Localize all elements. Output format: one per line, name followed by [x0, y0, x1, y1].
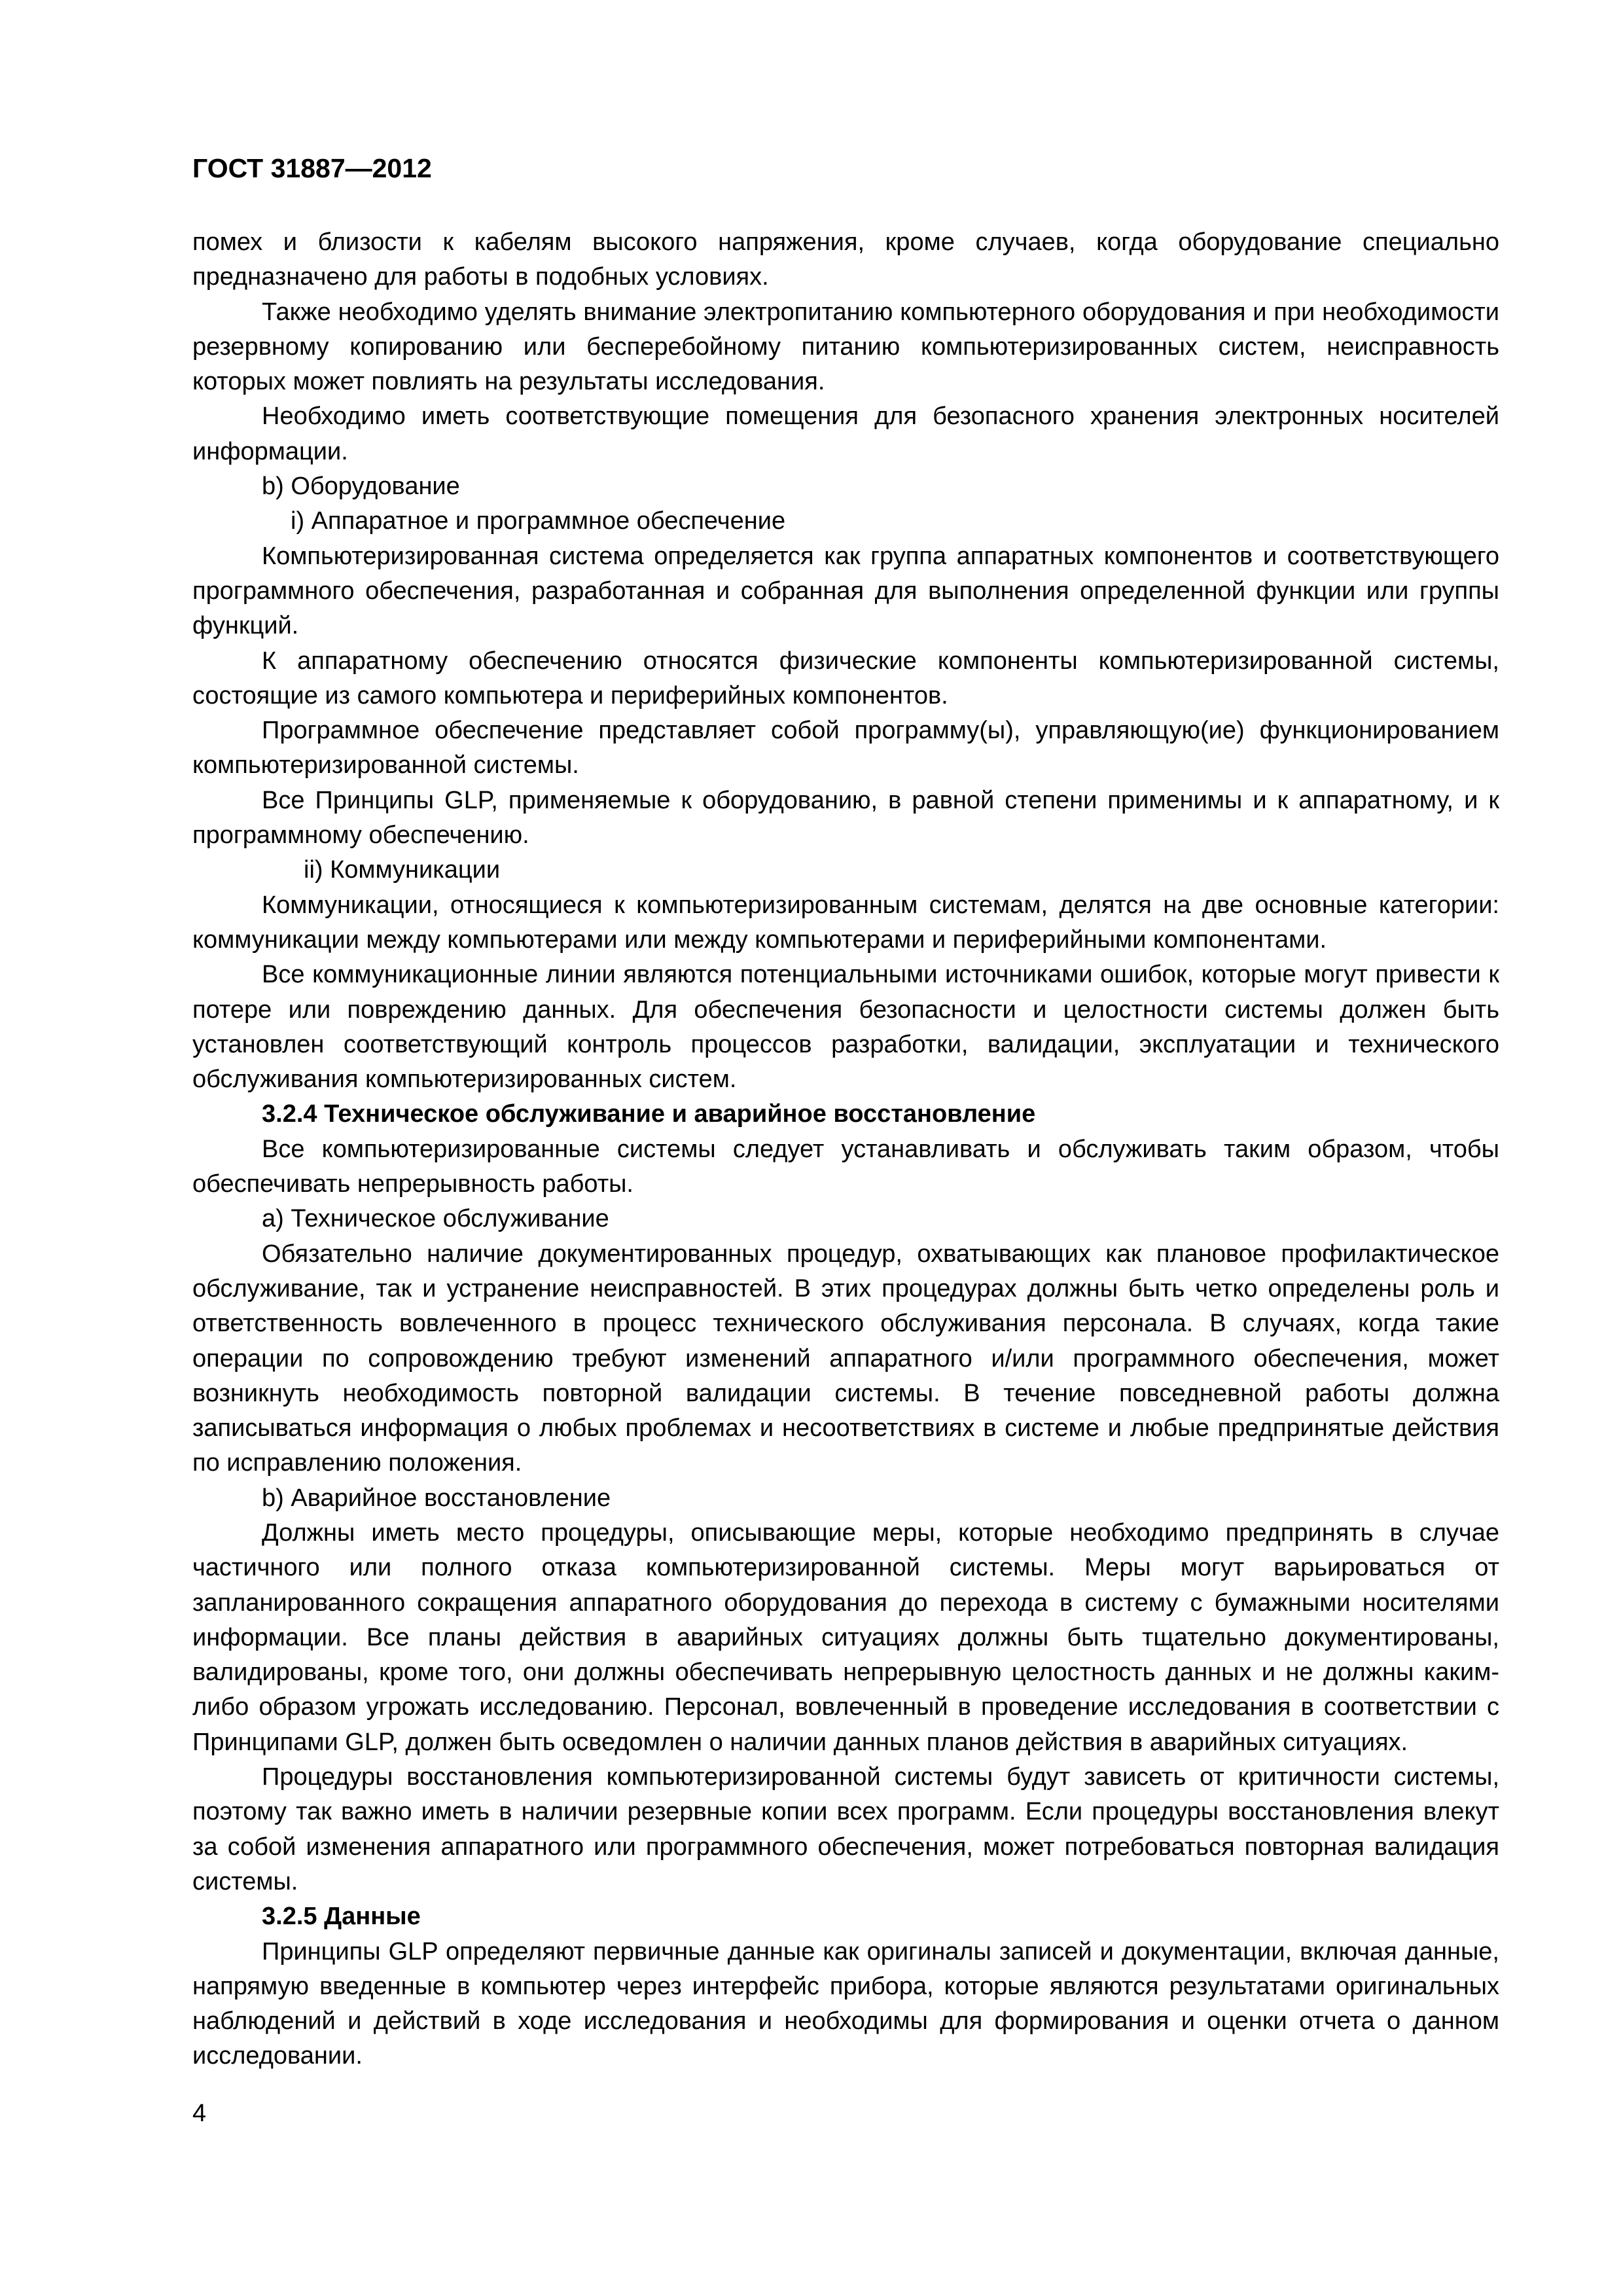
paragraph: К аппаратному обеспечению относятся физические компоненты компьютеризированной системы, состоящие из самого компьютера и периферийных компонентов.: [192, 647, 1499, 709]
section-heading: 3.2.4 Техническое обслуживание и аварийное восстановление: [262, 1100, 1036, 1128]
paragraph: Все коммуникационные линии являются потенциальными источниками ошибок, которые могут привести к потере или повреждению данных. Для обеспечения безопасности и целостности системы должен быть установлен соответствующий контроль процессов разработки, валидации, эксплуатации и технического обслуживания компьютеризированных систем.: [192, 961, 1499, 1094]
paragraph: Также необходимо уделять внимание электропитанию компьютерного оборудования и при необходимости резервному копированию или бесперебойному питанию компьютеризированных систем, неисправность которых может повлиять на результаты исследования.: [192, 298, 1499, 396]
list-item-label: a) Техническое обслуживание: [262, 1205, 609, 1233]
document-header: ГОСТ 31887—2012: [192, 153, 432, 183]
paragraph: Должны иметь место процедуры, описывающие меры, которые необходимо предпринять в случае частичного или полного отказа компьютеризированной системы. Меры могут варьироваться от запланированного сокращения аппаратного оборудования до перехода в систему с бумажными носителями информации. Все планы действия в аварийных ситуациях должны быть тщательно документированы, валидированы, кроме того, они должны обеспечивать непрерывную целостность данных и не должны каким-либо образом угрожать исследованию. Персонал, вовлеченный в проведение исследования в соответствии с Принципами GLP, должен быть осведомлен о наличии данных планов действия в аварийных ситуациях.: [192, 1518, 1499, 1756]
paragraph: Все Принципы GLP, применяемые к оборудованию, в равной степени применимы и к аппаратному, и к программному обеспечению.: [192, 786, 1499, 850]
sub-list-item-label: i) Аппаратное и программное обеспечение: [291, 507, 786, 535]
list-item-label: b) Аварийное восстановление: [262, 1484, 611, 1512]
document-body: [192, 225, 1499, 2074]
list-item-label: b) Оборудование: [262, 473, 460, 501]
paragraph: Обязательно наличие документированных процедур, охватывающих как плановое профилактическое обслуживание, так и устранение неисправностей. В этих процедурах должны быть четко определены роль и ответственность вовлеченного в процесс технического обслуживания персонала. В случаях, когда такие операции по сопровождению требуют изменений аппаратного и/или программного обеспечения, может возникнуть необходимость повторной валидации системы. В течение повседневной работы должна записываться информация о любых проблемах и несоответствиях в системе и любые предпринятые действия по исправлению положения.: [192, 1240, 1499, 1477]
paragraph: Коммуникации, относящиеся к компьютеризированным системам, делятся на две основные категории: коммуникации между компьютерами или между компьютерами и периферийными компонентами.: [192, 891, 1499, 954]
section-heading: 3.2.5 Данные: [262, 1903, 421, 1931]
paragraph: Все компьютеризированные системы следует устанавливать и обслуживать таким образом, чтобы обеспечивать непрерывность работы.: [192, 1135, 1499, 1198]
paragraph: Процедуры восстановления компьютеризированной системы будут зависеть от критичности системы, поэтому так важно иметь в наличии резервные копии всех программ. Если процедуры восстановления влекут за собой изменения аппаратного или программного обеспечения, может потребоваться повторная валидация системы.: [192, 1763, 1499, 1895]
page-number: 4: [192, 2100, 207, 2127]
sub-list-item-label: ii) Коммуникации: [304, 856, 501, 884]
paragraph: Компьютеризированная система определяется как группа аппаратных компонентов и соответствующего программного обеспечения, разработанная и собранная для выполнения определенной функции или группы функций.: [192, 542, 1499, 640]
paragraph: помех и близости к кабелям высокого напряжения, кроме случаев, когда оборудование специально предназначено для работы в подобных условиях.: [192, 228, 1499, 291]
paragraph: Принципы GLP определяют первичные данные как оригиналы записей и документации, включая данные, напрямую введенные в компьютер через интерфейс прибора, которые являются результатами оригинальных наблюдений и действий в ходе исследования и необходимы для формирования и оценки отчета о данном исследовании.: [192, 1937, 1499, 2070]
paragraph: Программное обеспечение представляет собой программу(ы), управляющую(ие) функционированием компьютеризированной системы.: [192, 717, 1499, 780]
paragraph: Необходимо иметь соответствующие помещения для безопасного хранения электронных носителей информации.: [192, 403, 1499, 465]
